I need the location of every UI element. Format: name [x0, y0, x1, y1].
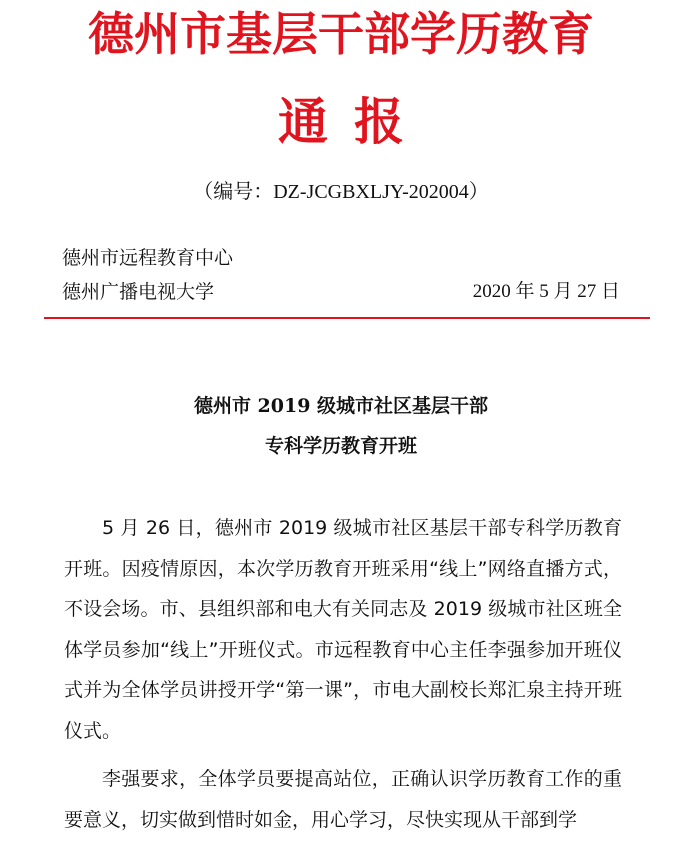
headline-line-1: 德州市 2019 级城市社区基层干部 — [193, 395, 489, 417]
red-divider-rule — [44, 317, 650, 319]
body-paragraph-1: 5 月 26 日，德州市 2019 级城市社区基层干部专科学历教育开班。因疫情原因，本次学历教育开班采用“线上”网络直播方式，不设会场。市、县组织部和电大有关同志及 2019 级城市社区班全体学员参加“线上”开班仪式。市远程教育中心主任李强参加开班仪式并为全体学员讲授开学“第一课”，市电大副校长郑汇泉主持开班仪式。 — [64, 517, 622, 742]
masthead-title: 德州市基层干部学历教育 — [88, 7, 594, 61]
masthead-subtitle: 通报 — [278, 93, 430, 151]
article-body — [64, 508, 622, 848]
issue-date: 2020 年 5 月 27 日 — [472, 281, 620, 302]
body-paragraph-2: 李强要求，全体学员要提高站位，正确认识学历教育工作的重要意义，切实做到惜时如金，用心学习，尽快实现从干部到学 — [64, 768, 622, 831]
issuer-remote-education-center: 德州市远程教育中心 — [62, 247, 234, 269]
serial-number: （编号：DZ-JCGBXLJY-202004） — [193, 181, 489, 203]
issuer-radio-tv-university: 德州广播电视大学 — [62, 281, 215, 303]
headline-line-2: 专科学历教育开班 — [264, 435, 417, 457]
